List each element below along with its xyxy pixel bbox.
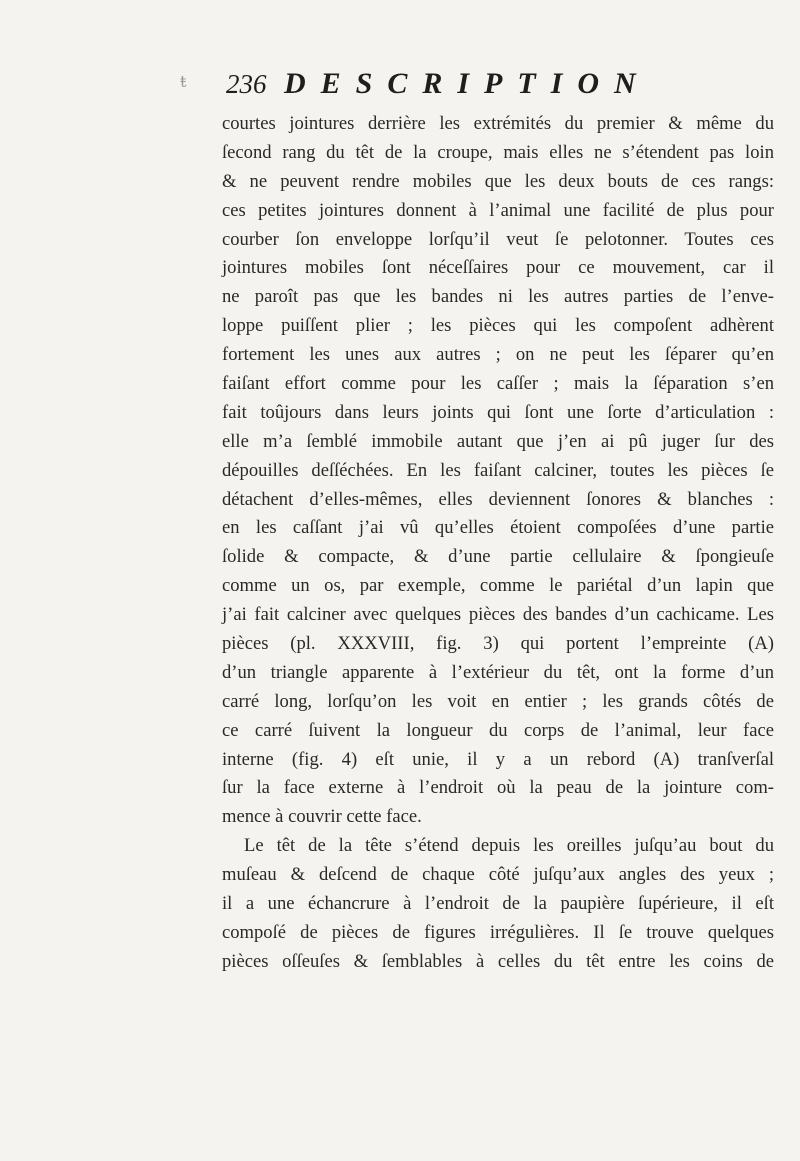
text-line: elle m’a ſemblé immobile autant que j’en ai pû juger ſur des <box>222 430 774 452</box>
paragraph-2 <box>222 832 774 976</box>
text-line: en les caſſant j’ai vû qu’elles étoient compoſées d’une partie <box>222 517 774 539</box>
text-line: ſolide & compacte, & d’une partie cellulaire & ſpongieuſe <box>222 546 774 568</box>
text-line: ſur la face externe à l’endroit où la peau de la jointure com- <box>222 777 774 799</box>
body-text <box>222 110 774 977</box>
text-line: interne (fig. 4) eſt unie, il y a un rebord (A) tranſverſal <box>222 748 774 770</box>
text-line: ne paroît pas que les bandes ni les autres parties de l’enve- <box>222 286 774 308</box>
text-line: ce carré ſuivent la longueur du corps de l’animal, leur face <box>222 719 774 741</box>
text-line: faiſant effort comme pour les caſſer ; mais la ſéparation s’en <box>222 373 774 395</box>
text-line: détachent d’elles-mêmes, elles deviennent ſonores & blanches : <box>222 488 774 510</box>
margin-mark: ŧ <box>180 72 187 91</box>
text-line: jointures mobiles ſont néceſſaires pour ce mouvement, car il <box>222 257 774 279</box>
text-line: compoſé de pièces de figures irrégulières. Il ſe trouve quelques <box>222 921 774 943</box>
text-line: pièces (pl. XXXVIII, fig. 3) qui portent l’empreinte (A) <box>222 633 774 655</box>
text-line: muſeau & deſcend de chaque côté juſqu’aux angles des yeux ; <box>222 864 774 886</box>
text-line: mence à couvrir cette face. <box>222 806 422 828</box>
running-title: DESCRIPTION <box>284 67 651 100</box>
text-line: courber ſon enveloppe lorſqu’il veut ſe pelotonner. Toutes ces <box>222 228 774 250</box>
text-line: il a une échancrure à l’endroit de la paupière ſupérieure, il eſt <box>222 893 774 915</box>
text-line: dépouilles deſſéchées. En les faiſant calciner, toutes les pièces ſe <box>222 459 774 481</box>
text-line: & ne peuvent rendre mobiles que les deux bouts de ces rangs: <box>222 170 774 192</box>
text-line: fait toûjours dans leurs joints qui ſont une ſorte d’articulation : <box>222 401 774 423</box>
text-line: comme un os, par exemple, comme le pariétal d’un lapin que <box>222 575 774 597</box>
page-header <box>226 66 766 106</box>
paragraph-1 <box>222 110 774 832</box>
text-line: ces petites jointures donnent à l’animal une facilité de plus pour <box>222 199 774 221</box>
text-line: Le têt de la tête s’étend depuis les oreilles juſqu’au bout du <box>244 835 774 857</box>
text-line: carré long, lorſqu’on les voit en entier ; les grands côtés de <box>222 690 774 712</box>
text-line: d’un triangle apparente à l’extérieur du têt, ont la forme d’un <box>222 661 774 683</box>
text-line: courtes jointures derrière les extrémités du premier & même du <box>222 113 774 134</box>
text-line: ſecond rang du têt de la croupe, mais elles ne s’étendent pas loin <box>222 141 774 163</box>
page-number: 236 <box>226 69 267 99</box>
text-line: j’ai fait calciner avec quelques pièces des bandes d’un cachicame. Les <box>222 604 774 626</box>
text-line: loppe puiſſent plier ; les pièces qui les compoſent adhèrent <box>222 315 774 337</box>
text-line: pièces oſſeuſes & ſemblables à celles du têt entre les coins de <box>222 950 774 972</box>
text-line: fortement les unes aux autres ; on ne peut les ſéparer qu’en <box>222 344 774 366</box>
